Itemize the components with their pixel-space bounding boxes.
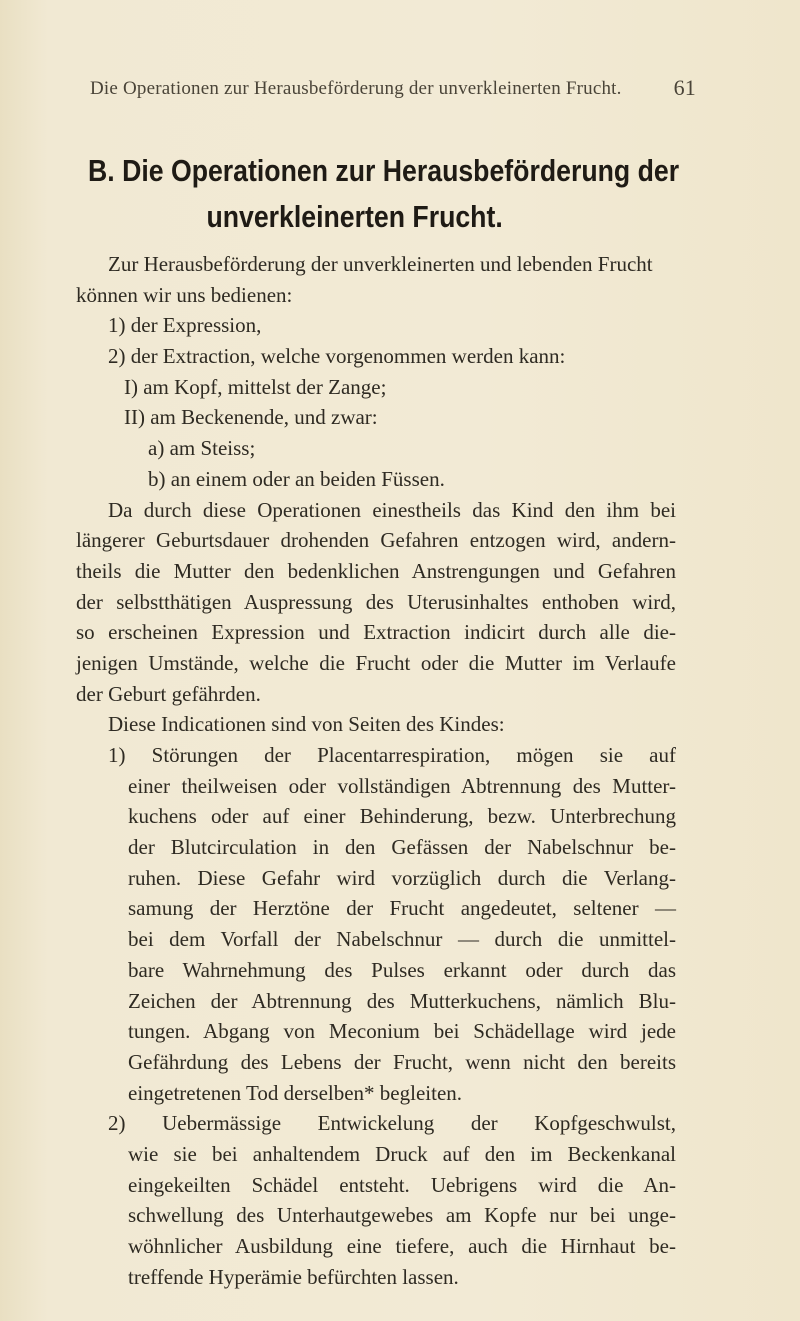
list-item: 1) Störungen der Placentarrespiration, mögen sie auf [108,743,676,767]
text-line: der selbstthätigen Auspressung des Uterusinhaltes enthoben wird, [76,589,676,614]
text-line: einer theilweisen oder vollständigen Abtrennung des Mutter- [128,773,676,798]
running-head-text: Die Operationen zur Herausbeförderung der unverkleinerten Frucht. [90,78,622,99]
text-line: so erscheinen Expression und Extraction indicirt durch alle die- [76,620,676,645]
text-line: theils die Mutter den bedenklichen Anstrengungen und Gefahren [76,558,676,583]
section-title-line-2: unverkleinerten Frucht. [206,199,503,234]
text-line: ruhen. Diese Gefahr wird vorzüglich durch die Verlang- [128,865,676,890]
text-line: längerer Geburtsdauer drohenden Gefahren entzogen wird, andern- [76,528,676,553]
list-item: 1) der Expression, [108,313,262,338]
text-line: können wir uns bedienen: [76,282,293,307]
text-line: der Blutcirculation in den Gefässen der Nabelschnur be- [128,835,676,860]
text-line: Gefährdung des Lebens der Frucht, wenn nicht den bereits [128,1049,676,1074]
list-item: 2) der Extraction, welche vorgenommen werden kann: [108,344,566,369]
text-line: treffende Hyperämie befürchten lassen. [128,1264,459,1289]
list-item: I) am Kopf, mittelst der Zange; [124,374,387,399]
text-line: tungen. Abgang von Meconium bei Schädellage wird jede [128,1019,676,1044]
text-line: bei dem Vorfall der Nabelschnur — durch die unmittel- [128,927,676,952]
text-line: Zeichen der Abtrennung des Mutterkuchens, nämlich Blu- [128,988,676,1013]
running-head [90,75,696,100]
text-line: jenigen Umstände, welche die Frucht oder die Mutter im Verlaufe [76,650,676,675]
text-line: Diese Indicationen sind von Seiten des Kindes: [108,712,505,737]
list-item: 2) Uebermässige Entwickelung der Kopfgeschwulst, [108,1111,676,1136]
text-line: der Geburt gefährden. [76,681,261,706]
section-title-line-1: B. Die Operationen zur Herausbeförderung der [88,153,680,188]
text-line: wöhnlicher Ausbildung eine tiefere, auch die Hirnhaut be- [128,1234,676,1258]
text-line: Da durch diese Operationen einestheils das Kind den ihm bei [108,497,676,522]
text-line: bare Wahrnehmung des Pulses erkannt oder durch das [128,957,676,982]
section-title [88,148,707,240]
list-item: a) am Steiss; [148,436,256,461]
text-line: eingetretenen Tod derselben* begleiten. [128,1080,463,1105]
text-line: schwellung des Unterhautgewebes am Kopfe nur bei unge- [128,1203,676,1228]
body-text [76,249,676,1292]
list-item: II) am Beckenende, und zwar: [124,405,378,430]
list-item: b) an einem oder an beiden Füssen. [148,466,445,491]
text-line: samung der Herztöne der Frucht angedeutet, seltener — [128,896,676,921]
text-line: wie sie bei anhaltendem Druck auf den im Beckenkanal [128,1141,676,1166]
text-line: kuchens oder auf einer Behinderung, bezw. Unterbrechung [128,804,676,829]
text-line: Zur Herausbeförderung der unverkleinerten und lebenden Frucht [108,252,653,276]
text-line: eingekeilten Schädel entsteht. Uebrigens wird die An- [128,1172,676,1197]
page-number: 61 [673,75,696,100]
